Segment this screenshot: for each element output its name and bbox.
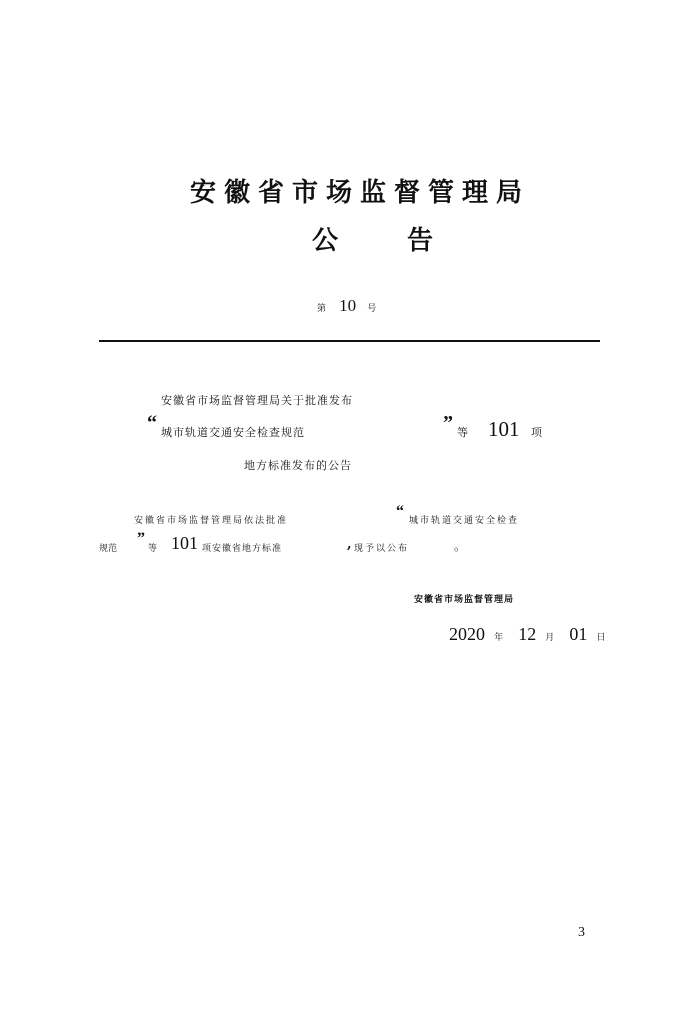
body-comma: ,	[347, 537, 352, 552]
subject-standard-name: 城市轨道交通安全检查规范	[161, 426, 305, 439]
subject-count: 101	[488, 417, 520, 441]
body-deng: 等	[148, 544, 158, 554]
agency-title: 安徽省市场监督管理局	[190, 178, 531, 208]
body-text-part1: 安徽省市场监督管理局依法批准	[134, 516, 289, 526]
doc-number-value: 10	[339, 296, 357, 315]
body-name-part1: 城市轨道交通安全检查	[409, 516, 520, 526]
body-text-part3: 现予以公布	[354, 544, 410, 554]
date-day: 01	[569, 624, 588, 644]
doc-number-suffix: 号	[367, 304, 377, 314]
subject-open-quote: “	[147, 412, 157, 434]
body-name-part2: 规范	[99, 544, 118, 554]
body-close-quote: ”	[137, 530, 145, 547]
subject-line-1: 安徽省市场监督管理局关于批准发布	[161, 394, 353, 407]
date-year-unit: 年	[494, 633, 504, 643]
subject-xiang: 项	[531, 426, 542, 439]
date-year: 2020	[449, 624, 485, 644]
date-day-unit: 日	[596, 633, 606, 643]
body-open-quote: “	[396, 503, 404, 520]
subject-line-3: 地方标准发布的公告	[244, 459, 352, 472]
body-period: 。	[454, 539, 467, 553]
announcement-title: 公 告	[312, 226, 464, 256]
signature-agency: 安徽省市场监督管理局	[414, 595, 515, 605]
body-text-part2: 项安徽省地方标准	[202, 544, 283, 554]
doc-number-prefix: 第	[317, 304, 327, 314]
subject-deng: 等	[457, 426, 468, 439]
subject-close-quote: ”	[443, 412, 453, 434]
date-month-unit: 月	[545, 633, 555, 643]
doc-number	[317, 296, 376, 316]
date-month: 12	[518, 624, 537, 644]
page-number: 3	[578, 925, 585, 940]
signature-date	[449, 624, 606, 645]
header-divider	[99, 340, 600, 342]
body-count: 101	[171, 533, 198, 553]
